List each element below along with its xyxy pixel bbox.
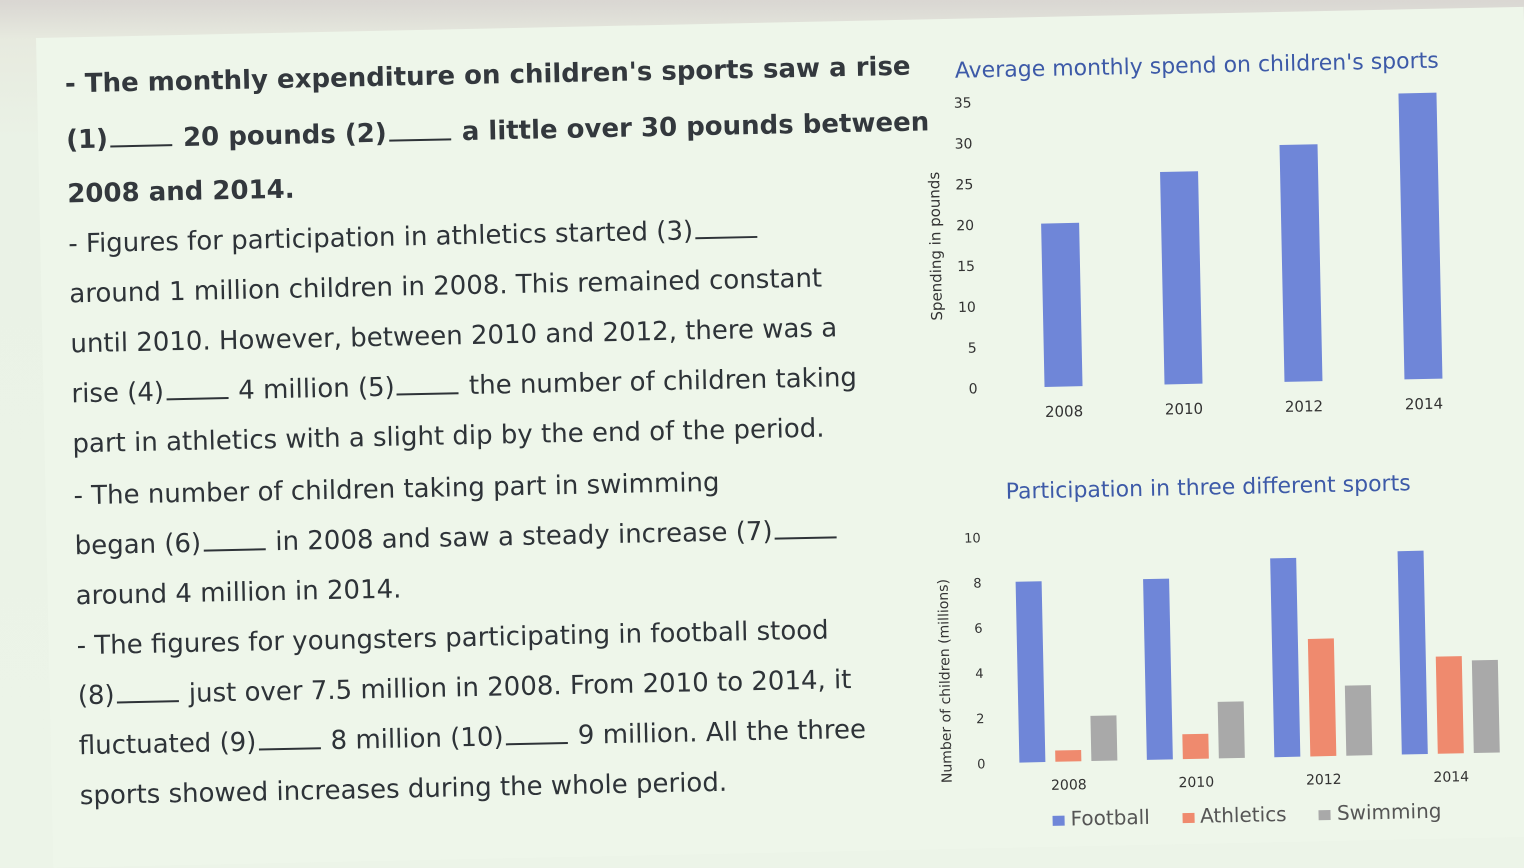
bar-athletics-2008	[1055, 750, 1081, 762]
paragraph-4-line-2	[77, 665, 851, 711]
y-axis-label: Spending in pounds	[925, 171, 947, 321]
bar-swimming-2014	[1472, 660, 1500, 753]
paragraph-text: - Figures for participation in athletics started (3)	[68, 216, 694, 260]
x-tick-label: 2012	[1305, 771, 1342, 789]
gap-label: (1)	[65, 124, 109, 156]
bar-swimming-2010	[1218, 701, 1245, 758]
paragraph-3-line-2	[74, 515, 839, 561]
bar-football-2014	[1398, 551, 1428, 755]
gap-label: 4 million (5)	[237, 372, 396, 406]
bar-football-2008	[1016, 581, 1046, 762]
gap-label: began (6)	[74, 528, 202, 562]
paragraph-2-line-5: part in athletics with a slight dip by the end of the period.	[72, 413, 825, 460]
gap-3-blank	[695, 218, 757, 239]
paragraph-4-line-4: sports showed increases during the whole period.	[79, 767, 728, 812]
paragraph-text: in 2008 and saw a steady increase (7)	[275, 516, 773, 558]
gap-9-blank	[258, 729, 320, 750]
spend-chart-title: Average monthly spend on children's sports	[954, 48, 1439, 84]
legend-label: Athletics	[1199, 801, 1287, 828]
bar-athletics-2012	[1308, 638, 1336, 756]
spend-bar-2008	[1041, 223, 1082, 387]
paragraph-2-line-3: until 2010. However, between 2010 and 2012, there was a	[70, 313, 838, 360]
y-axis-label: Number of children (millions)	[935, 578, 956, 784]
x-tick-label: 2008	[1044, 402, 1084, 421]
x-tick-label: 2010	[1178, 774, 1215, 792]
paragraph-text: just over 7.5 million in 2008. From 2010 to 2014, it	[188, 665, 852, 709]
paragraph-3-line-3: around 4 million in 2014.	[75, 574, 402, 612]
gap-2-blank	[388, 120, 450, 141]
y-tick-label: 20	[956, 217, 975, 235]
paragraph-text: 9 million. All the three	[577, 714, 867, 751]
gap-1-blank	[110, 126, 172, 147]
x-tick-label: 2010	[1164, 399, 1204, 419]
participation-chart-title: Participation in three different sports	[1005, 471, 1411, 505]
y-tick-label: 35	[953, 95, 972, 112]
paragraph-text: a little over 30 pounds between	[461, 107, 930, 148]
x-tick-label: 2012	[1284, 397, 1324, 416]
paragraph-2-line-4	[71, 363, 857, 409]
paragraph-2-line-2: around 1 million children in 2008. This remained constant	[69, 263, 823, 310]
legend-item-football	[1052, 805, 1150, 831]
y-tick-label: 25	[955, 177, 974, 194]
gap-8-blank	[116, 682, 178, 703]
x-tick-label: 2014	[1404, 394, 1444, 414]
slide	[36, 7, 1524, 868]
bar-football-2010	[1143, 579, 1173, 760]
y-tick-label: 10	[957, 299, 977, 317]
gap-7-blank	[774, 518, 836, 539]
y-tick-label: 15	[957, 258, 976, 276]
paragraph-1-line-2	[66, 107, 930, 155]
bar-athletics-2014	[1436, 656, 1464, 754]
y-tick-label: 0	[968, 381, 978, 398]
spend-bar-2012	[1280, 144, 1323, 382]
legend-label: Football	[1070, 804, 1150, 831]
participation-legend	[1052, 798, 1467, 831]
gap-10-blank	[505, 724, 567, 745]
y-tick-label: 30	[954, 136, 973, 153]
bar-swimming-2012	[1345, 685, 1372, 756]
gap-5-blank	[396, 374, 458, 395]
legend-item-athletics	[1182, 802, 1287, 828]
y-tick-label: 0	[976, 757, 986, 773]
x-tick-label: 2008	[1050, 777, 1087, 794]
paragraph-2-line-1	[68, 215, 759, 259]
spend-bar-2010	[1160, 171, 1202, 384]
bar-swimming-2008	[1090, 715, 1117, 761]
paragraph-text: the number of children taking	[468, 362, 858, 402]
spend-chart	[887, 78, 1494, 430]
bar-athletics-2010	[1182, 734, 1209, 759]
legend-label: Swimming	[1336, 798, 1442, 825]
exercise-text	[64, 31, 930, 812]
paragraph-1-line-1: - The monthly expenditure on children's sports saw a rise	[64, 51, 911, 100]
bar-football-2012	[1270, 558, 1300, 757]
y-tick-label: 4	[975, 666, 984, 683]
y-tick-label: 2	[976, 712, 985, 728]
legend-item-swimming	[1319, 799, 1442, 826]
y-tick-label: 6	[974, 621, 983, 637]
y-tick-label: 8	[973, 576, 982, 592]
legend-swatch	[1182, 812, 1194, 822]
paragraph-4-line-1: - The figures for youngsters participating in football stood	[76, 615, 829, 662]
gap-label: rise (4)	[71, 377, 165, 410]
gap-label: 20 pounds (2)	[182, 118, 388, 153]
x-tick-label: 2014	[1433, 769, 1470, 786]
legend-swatch	[1319, 810, 1331, 820]
participation-chart	[896, 502, 1524, 805]
paragraph-4-line-3	[79, 715, 867, 761]
gap-label: (8)	[77, 680, 115, 712]
spend-bar-2014	[1398, 93, 1442, 380]
gap-4-blank	[166, 379, 228, 400]
gap-label: fluctuated (9)	[78, 727, 257, 762]
y-tick-label: 5	[967, 340, 977, 357]
gap-6-blank	[203, 530, 265, 551]
gap-label: 8 million (10)	[330, 722, 504, 756]
paragraph-3-line-1: - The number of children taking part in swimming	[73, 467, 720, 512]
paragraph-1-line-3: 2008 and 2014.	[66, 174, 295, 210]
y-tick-label: 10	[963, 531, 981, 547]
legend-swatch	[1053, 815, 1065, 825]
